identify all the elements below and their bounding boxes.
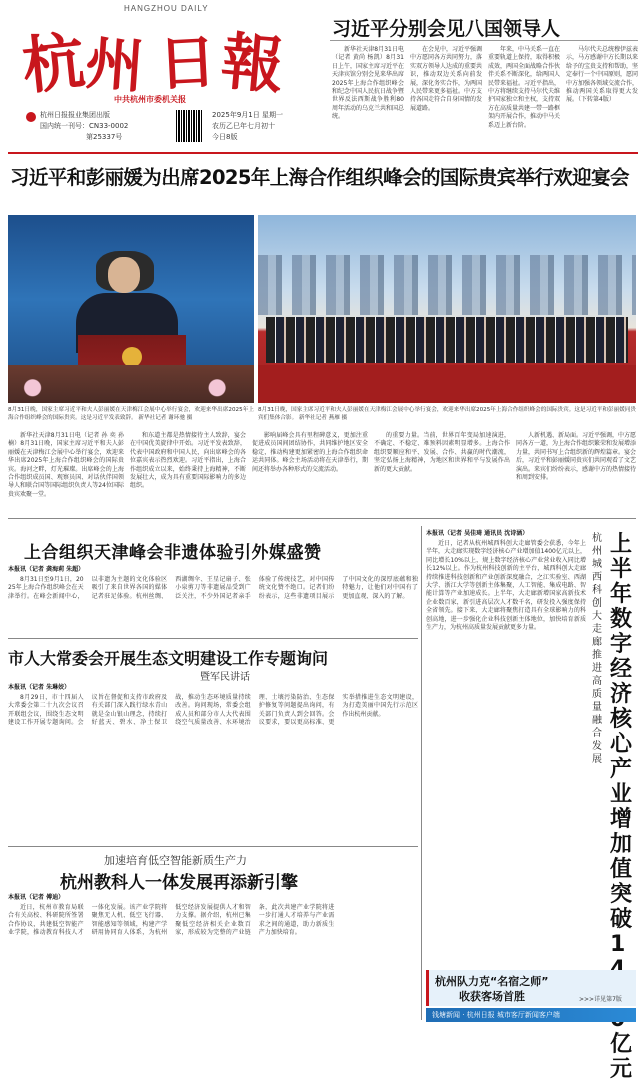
- top-story-column: 年来，中马关系一直在重要轨道上保持，取得积极成效，两国全面战略合作伙伴关系不断深化，给两国人民带来福祉。习近平指出，中方将继续支持马尔代夫维护国家独立和主权，支持双方在高质量共建一带一路框架内开展合作，推动中马关系迈上新台阶。: [488, 46, 561, 129]
- promo-headline: 杭州队力克“名宿之师”: [435, 975, 549, 988]
- person-face: [108, 257, 140, 293]
- top-story-column: 马尔代夫总统穆伊兹表示，马方感谢中方长期以来给予的宝贵支持和帮助，坚定奉行一个中国原则，愿同中方加强各领域交流合作，推动两国关系取得更大发展。（下转第4版）: [566, 46, 639, 104]
- section-divider: [8, 846, 418, 847]
- economy-body: 近日，记者从杭州城西科创大走廊管委会获悉，今年上半年，大走廊实现数字经济核心产业增加值1400亿元以上，同比增长10%以上，规上数字经济核心产业营业收入同比增长12%以上。作为杭州科技创新的主平台，城西科创大走廊持续推进科技创新和产业创新深度融合，之江实验室、西湖大学、浙江大学等创新主体集聚，人工智能、集成电路、智能计算等产业加速成长。上半年，大走廊新增国家高新技术企业数百家，新引进高层次人才数千名，研发投入强度保持全省领先。接下来，大走廊将聚焦打造具有全球影响力的科创高地，进一步强化企业科技创新主体地位，加快培育新质生产力，为杭州高质量发展贡献更多力量。: [426, 540, 586, 632]
- masthead-lunar-date: 农历乙巳年七月初十: [212, 122, 275, 130]
- masthead-group-name: 杭州日报报业集团出版: [40, 111, 110, 119]
- footer-ad-text: 钱塘新闻 · 杭州日报 城市客厅新闻客户端: [432, 1011, 560, 1019]
- main-story-column: 的重要力量。当前，世界百年变局加速演进，不确定、不稳定、难预料因素明显增多。上海合作组织要顺应和平、发展、合作、共赢的时代潮流，坚定弘扬上海精神，为地区和世界和平与发展作出新的更大贡献。: [374, 432, 510, 473]
- npc-body: 8月29日，市十四届人大常委会第二十九次会议召开联组会议，围绕生态文明建设工作开展专题询问。会议旨在督促和支持市政府及有关部门深入践行绿水青山就是金山银山理念，持续打好蓝天、碧水、净土保卫战，推动生态环境质量持续改善。询问现场，常委会组成人员和部分市人大代表围绕空气质量改善、水环境治理、土壤污染防治、生态保护修复等问题提出询问，有关部门负责人到会回答。会议要求，要以更高标准、更实举措推进生态文明建设，为打造美丽中国先行示范区作出杭州贡献。: [8, 694, 418, 727]
- tianjin-byline: 本报讯（记者 龚海莉 朱超）: [8, 566, 85, 573]
- masthead-pages: 今日8版: [212, 133, 238, 141]
- education-headline: 杭州教科人一体发展再添新引擎: [60, 873, 298, 893]
- npc-byline: 本报讯（记者 朱琳姣）: [8, 684, 71, 691]
- flowers: [8, 365, 254, 403]
- red-carpet: [258, 365, 636, 403]
- promo-page-link[interactable]: >>>详见第7版: [579, 996, 622, 1003]
- masthead-logo-char: 報: [218, 24, 287, 103]
- masthead-logo-char: 杭: [18, 23, 89, 104]
- npc-headline: 市人大常委会开展生态文明建设工作专题询问: [8, 649, 329, 668]
- main-story-column: 和东道主都是热情接待主人致辞，宴会在中国优美旋律中开始。习近平发表致辞，代表中国政府和中国人民，向出席峰会的各位嘉宾表示热烈欢迎。习近平指出，上海合作组织成立以来，始终秉持上海精神，不断发展壮大，成为具有重要国际影响力的多边组织。: [130, 432, 246, 490]
- photo-group: [258, 215, 636, 403]
- section-divider: [8, 518, 636, 519]
- podium-emblem-icon: [122, 347, 142, 367]
- photo-caption-right: 8月31日晚，国家主席习近平和夫人彭丽媛在天津梅江会展中心举行宴会，欢迎来华出席2025年上海合作组织峰会的国际贵宾。这是习近平和彭丽媛同贵宾们集体合影。 新华社记者 燕雁 摄: [258, 407, 636, 421]
- barcode-icon: [176, 110, 202, 142]
- economy-byline: 本报讯（记者 吴佳琦 通讯员 沈诗涵）: [426, 530, 529, 537]
- education-byline: 本报讯（记者 傅迪）: [8, 894, 65, 901]
- promo-headline: 收获客场首胜: [459, 990, 525, 1003]
- masthead-cn-number: 国内统一刊号：CN33-0002: [40, 122, 129, 130]
- economy-headline: 上半年数字经济核心产业增加值突破1 亿元: [610, 532, 633, 1082]
- masthead-logo-char: 日: [156, 27, 219, 99]
- masthead-date: 2025年9月1日 星期一: [212, 111, 283, 119]
- section-divider: [8, 638, 418, 639]
- main-story-column: 影响届峰会具有里程碑意义，更加注重促进成员国间团结协作，共同维护地区安全稳定，推动构建更加紧密的上海合作组织命运共同体。峰会主场活动将在天津举行，期间还将举办各种形式的交流活动。: [252, 432, 368, 473]
- tianjin-headline: 上合组织天津峰会非遗体验引外媒盛赞: [24, 543, 322, 563]
- photo-caption-left: 8月31日晚，国家主席习近平和夫人彭丽媛在天津梅江会展中心举行宴会，欢迎来华出席2025年上海合作组织峰会的国际贵宾。这是习近平发表致辞。 新华社记者 谢环驰 摄: [8, 407, 254, 421]
- city-skyline: [258, 255, 636, 315]
- main-story-column: 新华社天津8月31日电（记者 孙 奕 孙 楠）8月31日晚，国家主席习近平和夫人彭丽媛在天津梅江会展中心举行宴会，欢迎来华出席2025年上海合作组织峰会的国际贵宾。海河之畔，灯光璀璨。出席峰会的上海合作组织成员国、观察员国、对话伙伴国领导人和联合国等国际组织负责人等24位国际贵宾欢聚一堂。: [8, 432, 124, 498]
- npc-subhead: 暨军民讲话: [200, 672, 250, 683]
- photo-speaker: [8, 215, 254, 403]
- economy-subhead: 杭州城西科创大走廊推进高质量融合发展: [592, 533, 602, 765]
- top-story-headline: 习近平分别会见八国领导人: [332, 18, 561, 40]
- education-body: 近日，杭州市教育局联合有关高校、科研院所签署合作协议，共建低空智能产业学院，推动教育科技人才一体化发展。该产业学院将聚焦无人机、低空飞行器、智能感知等领域，构建产学研用协同育人体系，为杭州低空经济发展提供人才和智力支撑。据介绍，杭州已集聚低空经济相关企业数百家，形成较为完整的产业链条，此次共建产业学院将进一步打通人才培养与产业需求之间的通道，助力新质生产力加快培育。: [8, 904, 335, 937]
- masthead-divider: [8, 152, 638, 154]
- tianjin-body: 8月31日至9月1日，2025年上海合作组织峰会在天津举行。在峰会新闻中心，以非遗为主题的文化体验区吸引了来自世界各国的媒体记者驻足体验。杭州丝绸、西湖绸伞、王星记扇子、张小泉剪刀等非遗展品受到广泛关注，不少外国记者亲手体验了传统技艺，对中国传统文化赞不绝口。记者们纷纷表示，这些非遗项目展示了中国文化的深厚底蕴和独特魅力，让他们对中国有了更加直观、深入的了解。: [8, 576, 418, 600]
- main-story-column: 人新机遇、新局面。习近平强调，中方愿同各方一道，为上海合作组织繁荣和发展增添力量，共同书写上合组织新的辉煌篇章。宴会后，习近平和彭丽媛同贵宾们共同观看了文艺演出。来宾们纷纷表示，感谢中方的热情接待和周到安排。: [516, 432, 637, 482]
- top-story-rule: [330, 40, 638, 41]
- group-logo-icon: [26, 112, 36, 122]
- promo-box[interactable]: [426, 970, 636, 1006]
- top-story-column: 在会见中，习近平强调中方愿同各方共同努力，落实双方领导人达成的重要共识，推动双边关系向前发展，深化务实合作，为两国人民带来更多福祉。中方支持各国走符合自身国情的发展道路。: [410, 46, 483, 112]
- masthead-english-name: HANGZHOU DAILY: [124, 4, 209, 13]
- top-story-column: 新华社天津8月31日电（记者 黄尚 杨凯）8月31日上午，国家主席习近平在天津宾馆分别会见来华出席2025年上海合作组织峰会和纪念中国人民抗日战争暨世界反法西斯战争胜利80周年活动的乌克兰共和国总统。: [332, 46, 405, 121]
- masthead-issue-number: 第25337号: [86, 133, 123, 141]
- column-divider: [421, 526, 422, 1020]
- masthead-publisher: 中共杭州市委机关报: [114, 95, 186, 104]
- people-row: [266, 317, 628, 363]
- footer-ad[interactable]: [426, 1008, 636, 1022]
- main-headline: 习近平和彭丽媛为出席2025年上海合作组织峰会的国际贵宾举行欢迎宴会: [10, 166, 629, 189]
- education-kicker: 加速培育低空智能新质生产力: [104, 854, 247, 867]
- masthead-logo-char: 州: [83, 29, 146, 101]
